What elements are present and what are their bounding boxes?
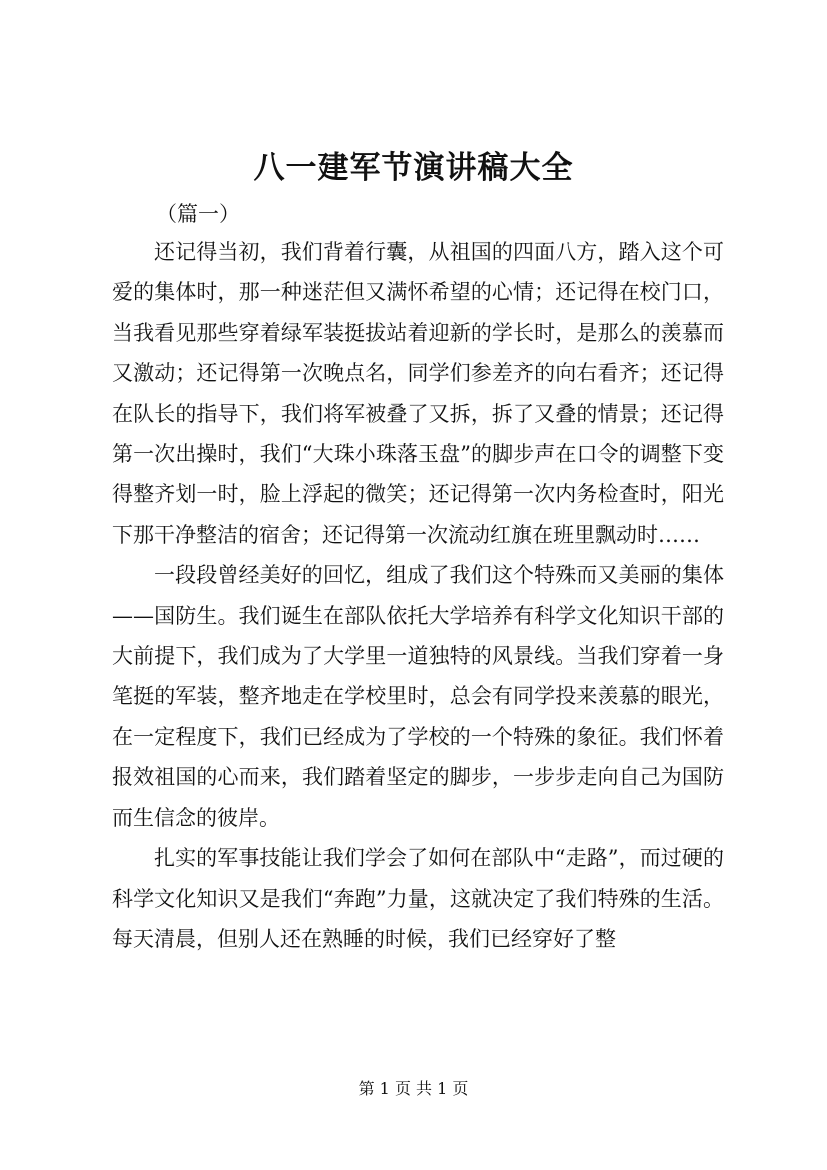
document-title: 八一建军节演讲稿大全	[253, 150, 574, 186]
section-label: （篇一）	[156, 202, 240, 226]
paragraph-2: 一段段曾经美好的回忆，组成了我们这个特殊而又美丽的集体——国防生。我们诞生在部队依托大学培养有科学文化知识干部的大前提下，我们成为了大学里一道独特的风景线。当我们穿着一身笔挺的军装，整齐地走在学校里时，总会有同学投来羡慕的眼光，在一定程度下，我们已经成为了学校的一个特殊的象征。我们怀着报效祖国的心而来，我们踏着坚定的脚步，一步步走向自己为国防而生信念的彼岸。	[112, 563, 724, 830]
paragraph-1: 还记得当初，我们背着行囊，从祖国的四面八方，踏入这个可爱的集体时，那一种迷茫但又满怀希望的心情；还记得在校门口，当我看见那些穿着绿军装挺拔站着迎新的学长时，是那么的羡慕而又激动；还记得第一次晚点名，同学们参差齐的向右看齐；还记得在队长的指导下，我们将军被叠了又拆，拆了又叠的情景；还记得第一次出操时，我们“大珠小珠落玉盘”的脚步声在口令的调整下变得整齐划一时，脸上浮起的微笑；还记得第一次内务检查时，阳光下那干净整洁的宿舍；还记得第一次流动红旗在班里飘动时……	[112, 240, 724, 547]
page-footer: 第 1 页 共 1 页	[358, 1079, 469, 1098]
paragraph-3: 扎实的军事技能让我们学会了如何在部队中“走路”，而过硬的科学文化知识又是我们“奔跑”力量，这就决定了我们特殊的生活。每天清晨，但别人还在熟睡的时候，我们已经穿好了整	[112, 846, 724, 951]
document-body	[112, 200, 724, 959]
